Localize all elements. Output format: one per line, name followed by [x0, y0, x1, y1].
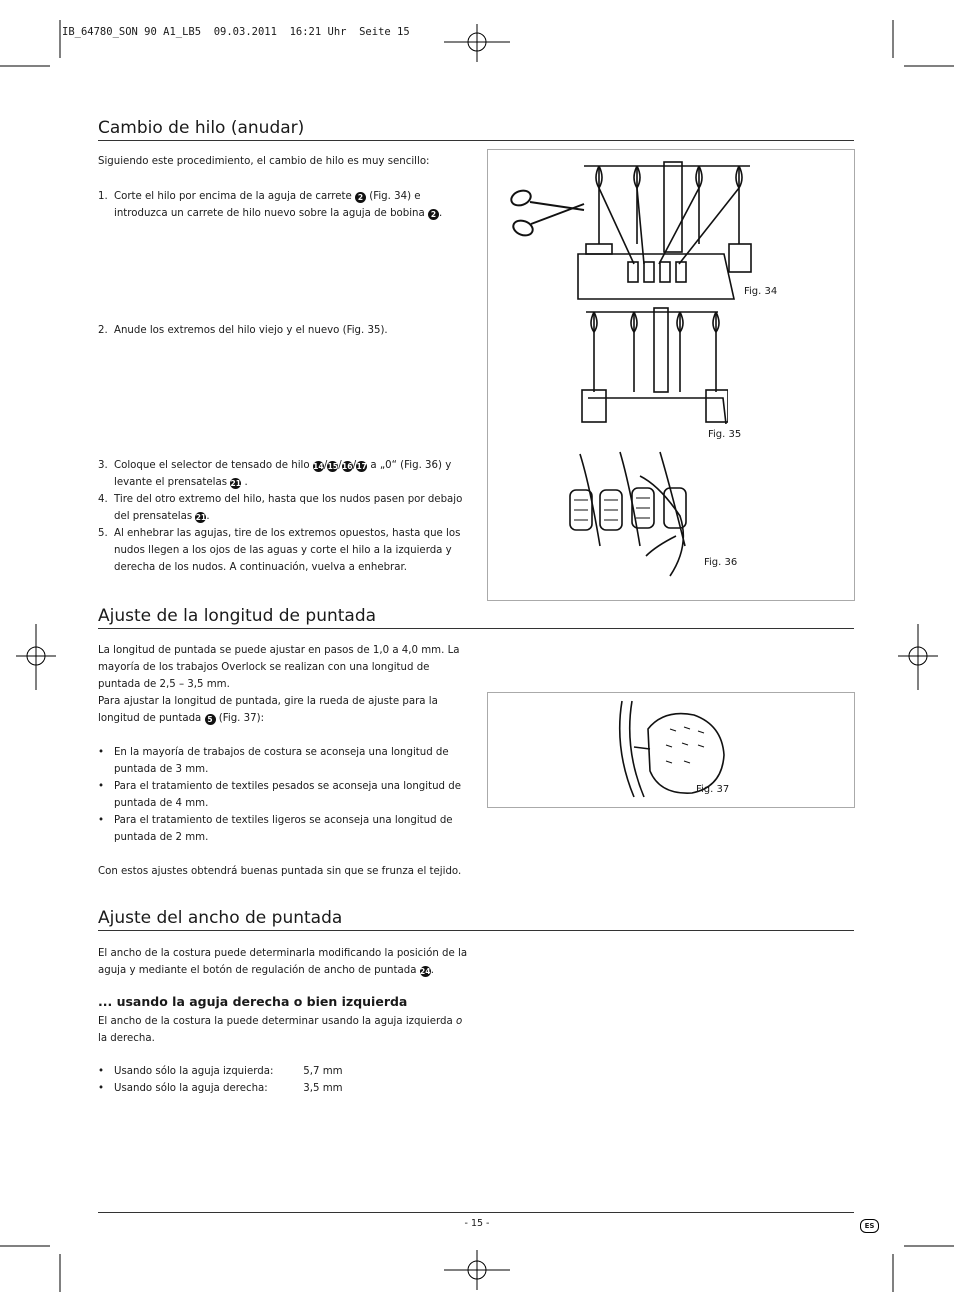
step-text: un carrete de hilo nuevo sobre la aguja de bobina	[170, 208, 425, 219]
steps-3-5	[98, 457, 470, 576]
section-title-stitch-length: Ajuste de la longitud de puntada	[98, 606, 854, 629]
fig-34-label: Fig. 34	[744, 286, 778, 297]
step-text: Coloque el selector de tensado de hilo	[114, 460, 310, 471]
bullet-item: • En la mayoría de trabajos de costura se aconseja una longitud de puntada de 3 mm.	[98, 747, 449, 775]
text: (Fig. 37):	[218, 713, 265, 724]
step-text: Al enhebrar las agujas, tire de los extremos opuestos, hasta que los nudos llegen a los ojos de las aguas y corte el hilo a la izquierda y derecha de los nudos. A continuación, vuelva a enhebrar.	[114, 528, 461, 573]
bullet-item: • Para el tratamiento de textiles pesados se aconseja una longitud de puntada de 4 mm.	[98, 781, 461, 809]
step-text: (Fig. 34) e introduzca	[114, 191, 421, 219]
step-text: .	[244, 477, 248, 488]
bullet-text: Para el tratamiento de textiles ligeros se aconseja una longitud de puntada de 2 mm.	[114, 815, 453, 843]
width-row: • Usando sólo la aguja derecha: 3,5 mm	[98, 1080, 470, 1097]
marker-16: 16	[342, 462, 353, 471]
scissors-icon	[506, 184, 588, 244]
step-number: 5.	[98, 528, 108, 539]
step-text: levante el prensatelas	[114, 477, 228, 488]
step-number: 4.	[98, 494, 108, 505]
step-text: a „0“ (Fig. 36) y	[370, 460, 452, 471]
marker-15: 15	[327, 462, 339, 471]
stitch-width-body	[98, 1013, 470, 1047]
marker-5: 5	[205, 714, 216, 725]
marker-17: 17	[356, 462, 367, 471]
paragraph	[98, 693, 470, 727]
intro-text: Siguiendo este procedimiento, el cambio de hilo es muy sencillo:	[98, 156, 430, 167]
step-2	[98, 322, 470, 339]
fig-34-illustration	[564, 154, 754, 302]
step-number: 1.	[98, 191, 108, 202]
bullet-text: Para el tratamiento de textiles pesados se aconseja una longitud de puntada de 4 mm.	[114, 781, 461, 809]
stitch-width-intro	[98, 945, 470, 979]
step-number: 3.	[98, 460, 108, 471]
step-1	[98, 188, 470, 222]
width-row: • Usando sólo la aguja izquierda: 5,7 mm	[98, 1063, 470, 1080]
fig-37-label: Fig. 37	[696, 784, 730, 795]
step-text: del prensatelas	[114, 511, 193, 522]
marker-2: 2	[428, 209, 439, 220]
text: la derecha.	[98, 1033, 155, 1044]
paragraph: Con estos ajustes obtendrá buenas puntada sin que se frunza el tejido.	[98, 866, 462, 877]
marker-21: 21	[195, 513, 207, 522]
fig-36-label: Fig. 36	[704, 557, 738, 568]
text: El ancho de la costura la puede determinar usando la aguja izquierda	[98, 1016, 453, 1027]
page-number: - 15 -	[464, 1218, 490, 1229]
section-title-thread-change: Cambio de hilo (anudar)	[98, 118, 854, 141]
fig-35-label: Fig. 35	[708, 429, 742, 440]
text: o	[456, 1016, 463, 1027]
marker-14: 14	[313, 462, 324, 471]
row-value: 3,5 mm	[303, 1083, 343, 1094]
marker-24: 24	[420, 967, 431, 976]
step-text: Tire del otro extremo del hilo, hasta que los nudos pasen por debajo	[114, 494, 463, 505]
step-text: .	[439, 208, 443, 219]
text: Para ajustar la longitud de puntada, gire la rueda de ajuste para la longitud de puntada	[98, 696, 438, 724]
step-number: 2.	[98, 325, 108, 336]
footer-rule	[98, 1212, 854, 1213]
step-text: .	[206, 511, 210, 522]
paragraph: La longitud de puntada se puede ajustar en pasos de 1,0 a 4,0 mm. La mayoría de los trabajos Overlock se realizan con una longitud de puntada de 2,5 – 3,5 mm.	[98, 645, 460, 690]
step-3: 3. Coloque el selector de tensado de hilo 14/15/16/17 a „0“ (Fig. 36) y levante el prensatelas 21 .	[98, 457, 470, 491]
figure-box-34-36	[487, 149, 855, 601]
step-4	[98, 491, 470, 525]
fig-35-illustration	[558, 302, 728, 424]
text: .	[430, 965, 434, 976]
figure-box-37	[487, 692, 855, 808]
step-text: Anude los extremos del hilo viejo y el nuevo (Fig. 35).	[114, 325, 388, 336]
step-text: Corte el hilo por encima de la aguja de carrete	[114, 191, 352, 202]
language-badge: ES	[860, 1219, 879, 1233]
row-label: Usando sólo la aguja izquierda:	[114, 1066, 274, 1077]
stitch-length-body	[98, 642, 470, 880]
needle-width-list	[98, 1063, 470, 1097]
step-5	[98, 525, 470, 576]
bullet-item: • Para el tratamiento de textiles ligeros se aconseja una longitud de puntada de 2 mm.	[98, 815, 453, 843]
section-title-stitch-width: Ajuste del ancho de puntada	[98, 908, 854, 931]
text: El ancho de la costura puede determinarla modificando la posición de la aguja y mediante el botón de regulación de ancho de puntada	[98, 948, 468, 976]
marker-2: 2	[355, 192, 366, 203]
marker-21: 21	[230, 479, 241, 488]
bullet-text: En la mayoría de trabajos de costura se aconseja una longitud de puntada de 3 mm.	[114, 747, 449, 775]
print-slug: IB_64780_SON 90 A1_LB5 09.03.2011 16:21 Uhr Seite 15	[62, 26, 410, 38]
subheading-needle: ... usando la aguja derecha o bien izquierda	[98, 994, 408, 1009]
row-label: Usando sólo la aguja derecha:	[114, 1083, 268, 1094]
row-value: 5,7 mm	[303, 1066, 343, 1077]
